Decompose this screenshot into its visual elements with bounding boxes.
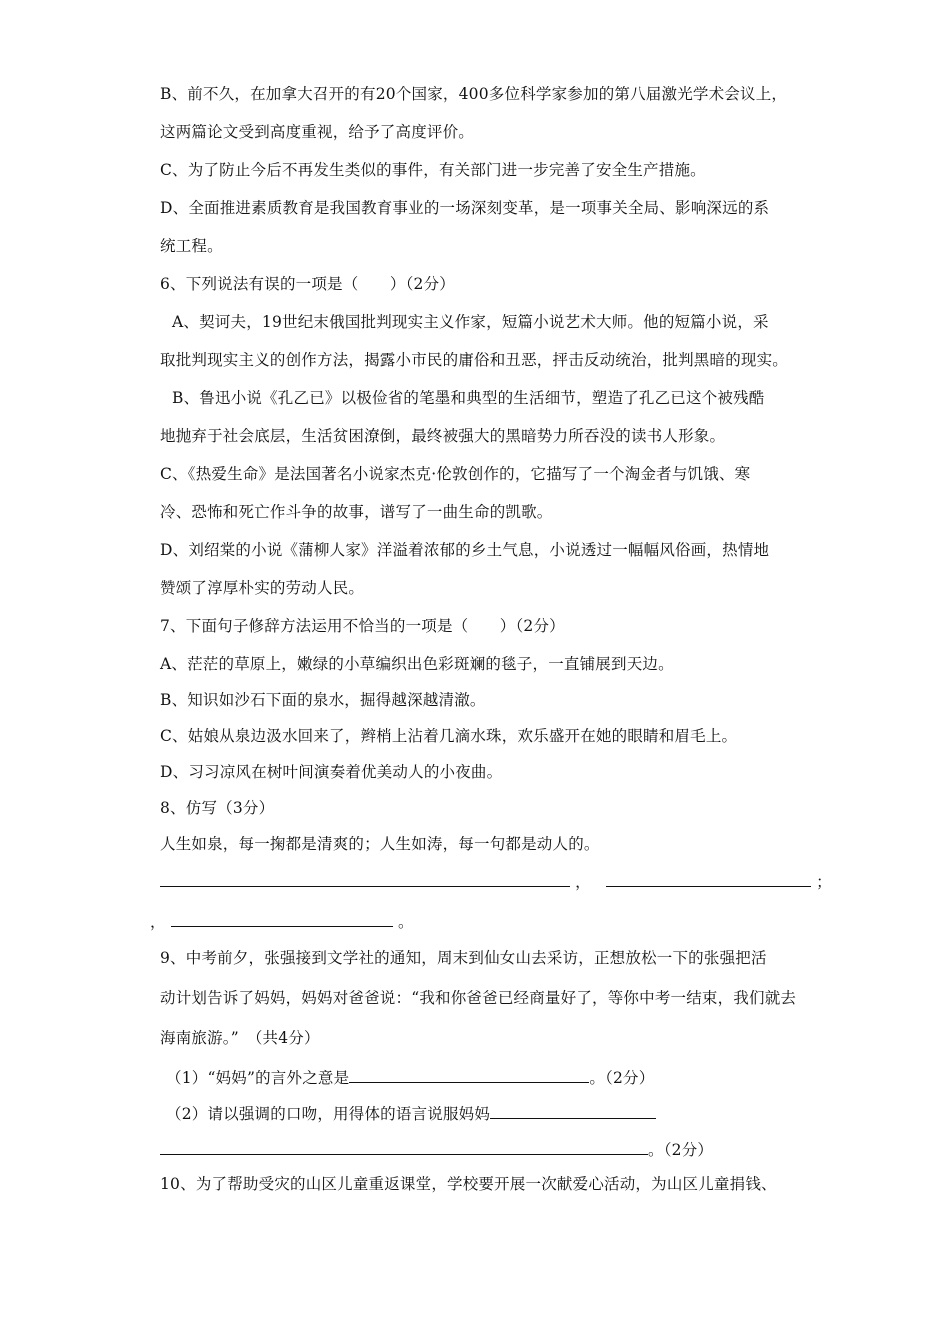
q10-line1: 10、为了帮助受灾的山区儿童重返课堂，学校要开展一次献爱心活动，为山区儿童捐钱、 [160, 1175, 777, 1193]
q8-answer-line1 [160, 870, 832, 892]
q8-blank-3[interactable] [171, 910, 393, 927]
q7-option-c: C、姑娘从泉边汲水回来了，辫梢上沾着几滴水珠，欢乐盛开在她的眼睛和眉毛上。 [160, 727, 738, 745]
q8-period: 。 [397, 913, 414, 931]
q6-option-c-line2: 冷、恐怖和死亡作斗争的故事，谱写了一曲生命的凯歌。 [160, 503, 553, 521]
q8-example: 人生如泉，每一掬都是清爽的；人生如涛，每一句都是动人的。 [160, 835, 600, 853]
q8-semicolon: ； [816, 873, 832, 891]
q7-option-a: A、茫茫的草原上，嫩绿的小草编织出色彩斑斓的毯子，一直铺展到天边。 [160, 655, 674, 673]
q5-option-c: C、为了防止今后不再发生类似的事件，有关部门进一步完善了安全生产措施。 [160, 161, 706, 179]
q6-option-d-line2: 赞颂了淳厚朴实的劳动人民。 [160, 579, 365, 597]
q9-sub2 [166, 1102, 656, 1124]
q8-blank-2[interactable] [606, 870, 811, 887]
q6-option-b-line2: 地抛弃于社会底层，生活贫困潦倒，最终被强大的黑暗势力所吞没的读书人形象。 [160, 427, 726, 445]
q8-comma-2: ， [150, 913, 166, 931]
q9-sub2-suffix: 。（2分） [648, 1141, 714, 1159]
q8-blank-1[interactable] [160, 870, 570, 887]
q7-stem: 7、下面句子修辞方法运用不恰当的一项是（ ）（2分） [160, 617, 565, 635]
q5-option-b-line2: 这两篇论文受到高度重视，给予了高度评价。 [160, 123, 475, 141]
q9-sub2-line2 [160, 1138, 713, 1160]
q6-stem: 6、下列说法有误的一项是（ ）（2分） [160, 275, 455, 293]
q9-sub1-suffix: 。（2分） [589, 1069, 655, 1087]
q8-comma: ， [575, 873, 591, 891]
q9-line2: 动计划告诉了妈妈，妈妈对爸爸说：“我和你爸爸已经商量好了，等你中考一结束，我们就去 [160, 989, 797, 1007]
q6-option-d-line1: D、刘绍棠的小说《蒲柳人家》洋溢着浓郁的乡土气息，小说透过一幅幅风俗画，热情地 [160, 541, 770, 559]
q6-option-c-line1: C、《热爱生命》是法国著名小说家杰克·伦敦创作的，它描写了一个淘金者与饥饿、寒 [160, 465, 751, 483]
q9-line1: 9、中考前夕，张强接到文学社的通知，周末到仙女山去采访，正想放松一下的张强把活 [160, 949, 767, 967]
q6-option-a-line1: A、契诃夫，19世纪末俄国批判现实主义作家，短篇小说艺术大师。他的短篇小说，采 [172, 313, 769, 331]
q9-sub2-prefix: （2）请以强调的口吻，用得体的语言说服妈妈 [166, 1105, 491, 1123]
q9-sub1 [166, 1066, 654, 1088]
q5-option-b-line1: B、前不久，在加拿大召开的有20个国家，400多位科学家参加的第八届激光学术会议上， [160, 85, 788, 103]
q9-sub1-prefix: （1）“妈妈”的言外之意是 [166, 1069, 350, 1087]
q6-option-b-line1: B、鲁迅小说《孔乙已》以极俭省的笔墨和典型的生活细节，塑造了孔乙已这个被残酷 [172, 389, 765, 407]
q5-option-d-line1: D、全面推进素质教育是我国教育事业的一场深刻变革，是一项事关全局、影响深远的系 [160, 199, 770, 217]
q8-answer-line2 [150, 910, 414, 932]
q9-line3: 海南旅游。” （共4分） [160, 1029, 320, 1047]
q7-option-b: B、知识如沙石下面的泉水，掘得越深越清澈。 [160, 691, 486, 709]
q9-sub1-blank[interactable] [349, 1066, 589, 1083]
q7-option-d: D、习习凉风在树叶间演奏着优美动人的小夜曲。 [160, 763, 503, 781]
q6-option-a-line2: 取批判现实主义的创作方法，揭露小市民的庸俗和丑恶，抨击反动统治，批判黑暗的现实。 [160, 351, 789, 369]
q9-sub2-blank-2[interactable] [160, 1138, 648, 1155]
q9-sub2-blank[interactable] [490, 1102, 656, 1119]
q5-option-d-line2: 统工程。 [160, 237, 223, 255]
q8-stem: 8、仿写（3分） [160, 799, 275, 817]
